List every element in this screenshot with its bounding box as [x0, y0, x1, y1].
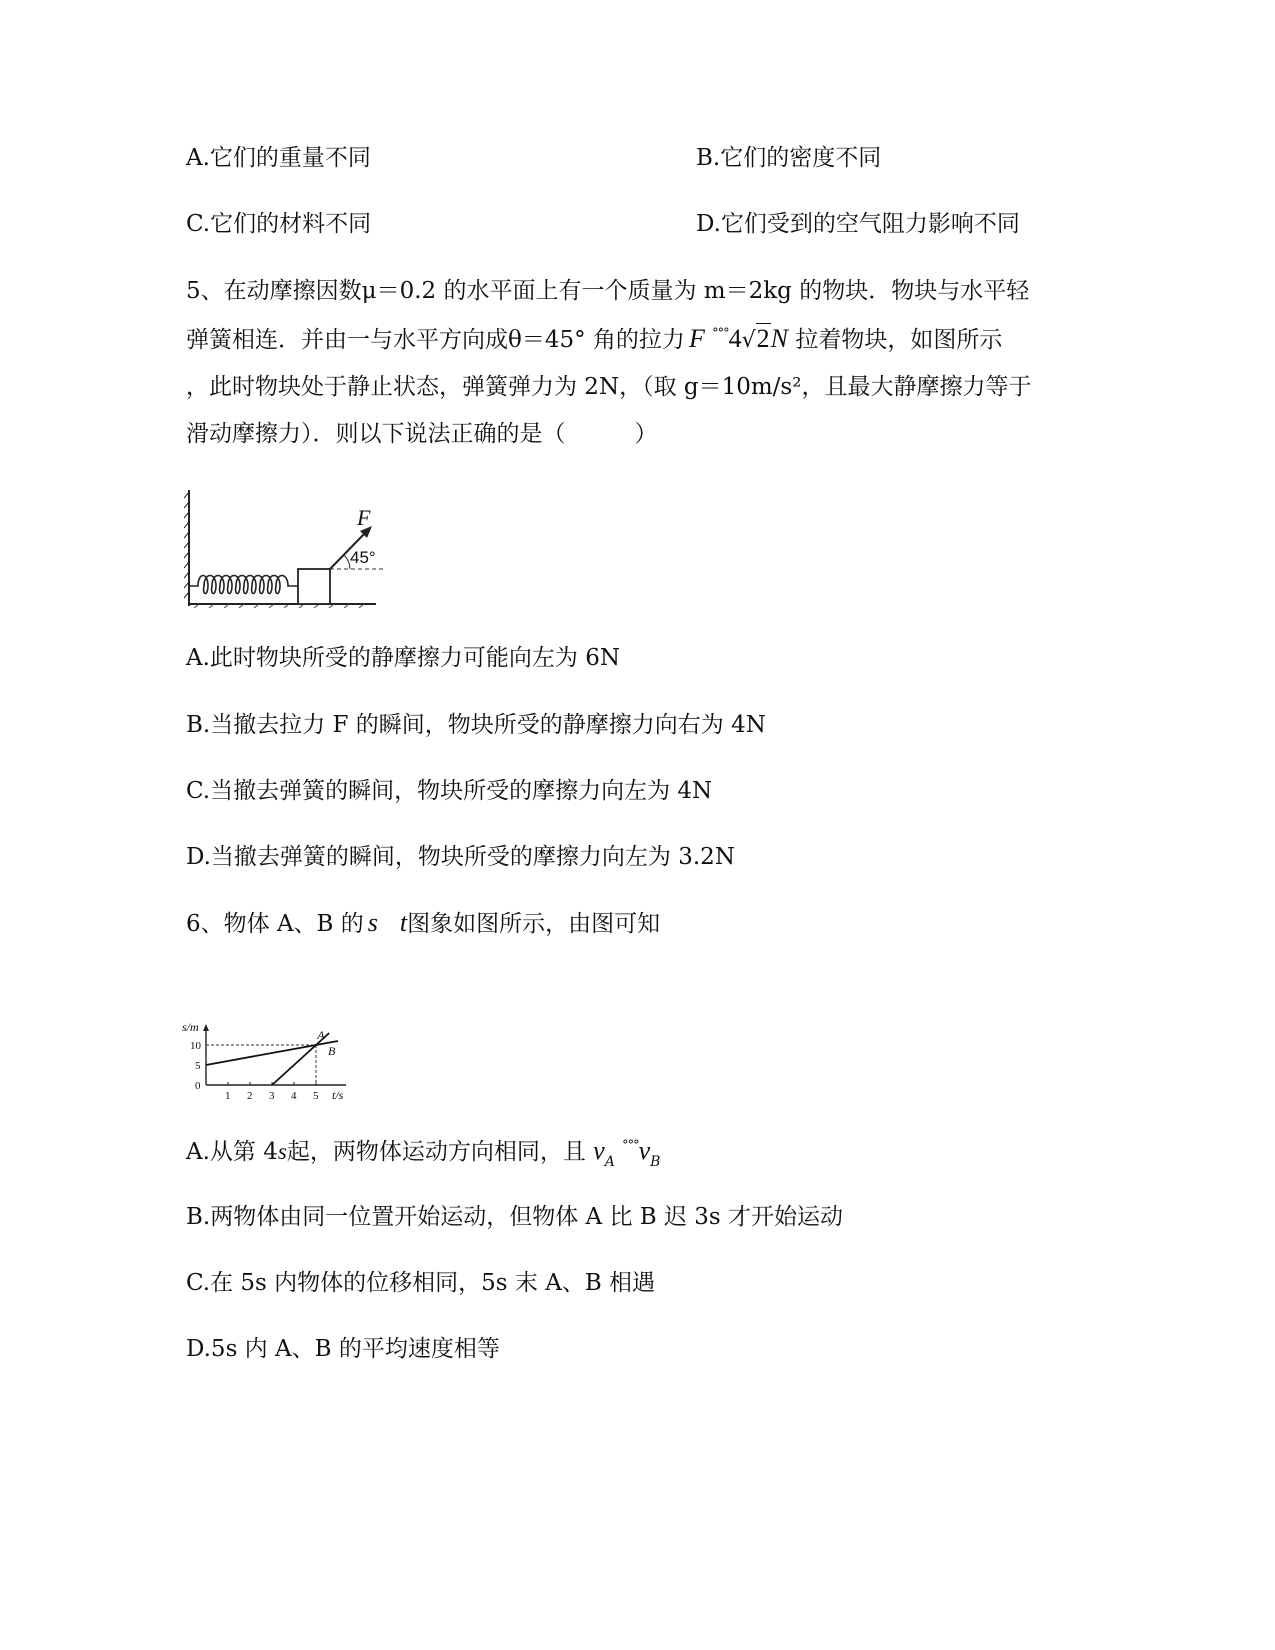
series-label-a: A: [317, 1028, 325, 1042]
chart-marks: [206, 1028, 338, 1085]
x-tick-label: 4: [291, 1090, 297, 1102]
force-value: 4: [728, 324, 742, 353]
q6-option-a: [186, 1136, 660, 1171]
va-symbol: v: [593, 1136, 605, 1165]
s-unit: s: [277, 1139, 287, 1164]
va-subscript: A: [604, 1154, 615, 1170]
q5-stem-line-4: 滑动摩擦力）．则以下说法正确的是（ ）: [186, 421, 658, 447]
q5-stem-line-3: ，此时物块处于静止状态，弹簧弹力为 2N，（取 g＝10m/s²，且最大静摩擦力等于: [186, 374, 1032, 400]
y-tick-label: 5: [195, 1060, 201, 1072]
vb-subscript: B: [650, 1154, 661, 1170]
s-t-chart: [182, 978, 362, 1103]
q5-stem-line-2: [186, 324, 1002, 359]
equals-glyph: °°°: [712, 326, 729, 341]
q6-option-c: C.在 5s 内物体的位移相同，5s 末 A、B 相遇: [186, 1270, 656, 1296]
q5-stem-line-2-post: 拉着物块，如图所示: [795, 327, 1003, 353]
vb-symbol: v: [638, 1136, 651, 1165]
q4-option-a: A.它们的重量不同: [186, 145, 371, 171]
q5-option-a: A.此时物块所受的静摩擦力可能向左为 6N: [186, 645, 620, 671]
force-label: F: [357, 505, 371, 530]
q6-option-b: B.两物体由同一位置开始运动，但物体 A 比 B 迟 3s 才开始运动: [186, 1204, 844, 1230]
series-label-b: B: [328, 1044, 336, 1058]
q5-stem-line-2-pre: 弹簧相连．并由一与水平方向成θ＝45° 角的拉力: [186, 327, 685, 353]
t-symbol: t: [399, 908, 408, 937]
y-tick-label: 0: [195, 1080, 201, 1092]
x-tick-label: 2: [247, 1090, 253, 1102]
q5-option-c: C.当撤去弹簧的瞬间，物块所受的摩擦力向左为 4N: [186, 778, 713, 804]
y-axis-label: s/m: [182, 1020, 199, 1034]
q5-option-b: B.当撤去拉力 F 的瞬间，物块所受的静摩擦力向右为 4N: [186, 712, 766, 738]
q4-option-b: B.它们的密度不同: [696, 145, 882, 171]
spring: [189, 576, 298, 594]
angle-label: 45°: [350, 548, 376, 567]
x-tick-label: 1: [225, 1090, 231, 1102]
force-root: 2: [756, 324, 770, 353]
q6-option-a-mid: 起，两物体运动方向相同，且: [286, 1139, 586, 1165]
q6-option-d: D.5s 内 A、B 的平均速度相等: [186, 1336, 500, 1362]
force-unit: N: [770, 324, 789, 353]
block: [298, 569, 330, 604]
x-tick-label: 5: [313, 1090, 319, 1102]
q5-option-d: D.当撤去弹簧的瞬间，物块所受的摩擦力向左为 3.2N: [186, 844, 735, 870]
force-symbol: F: [688, 324, 705, 353]
y-axis-arrowhead: [203, 1024, 209, 1031]
q6-option-a-pre: A.从第 4: [186, 1139, 278, 1165]
comparison-glyph: °°°: [622, 1138, 639, 1153]
sqrt-icon: √: [741, 328, 756, 353]
x-tick-label: 3: [269, 1090, 275, 1102]
q6-stem: [186, 908, 660, 939]
q6-stem-pre: 6、物体 A、B 的: [186, 911, 364, 937]
q6-stem-post: 图象如图所示，由图可知: [407, 911, 661, 937]
q4-option-d: D.它们受到的空气阻力影响不同: [696, 211, 1020, 237]
q5-stem-line-1: 5、在动摩擦因数μ＝0.2 的水平面上有一个质量为 m＝2kg 的物块．物块与水平轻: [186, 278, 1030, 304]
s-symbol: s: [367, 908, 378, 937]
q4-option-c: C.它们的材料不同: [186, 211, 372, 237]
y-tick-label: 10: [190, 1040, 201, 1052]
spring-block-figure: [184, 488, 394, 608]
x-axis-label: t/s: [332, 1088, 344, 1102]
